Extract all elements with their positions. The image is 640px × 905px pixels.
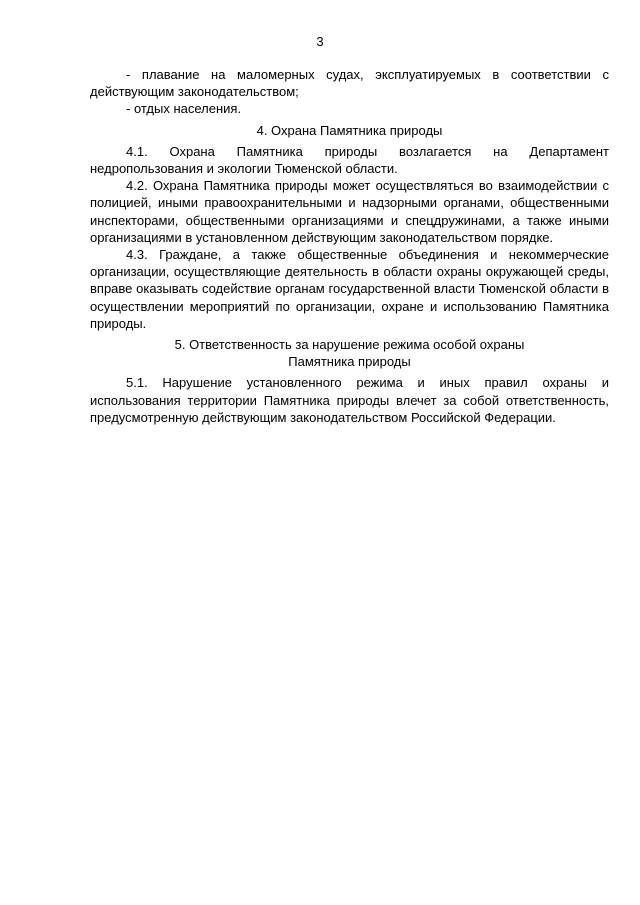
section-5-heading-line-1: 5. Ответственность за нарушение режима особой охраны: [174, 337, 525, 353]
section-5-heading: [90, 336, 609, 370]
page-number: 3: [316, 34, 324, 49]
section-5-heading-line-2: Памятника природы: [288, 354, 411, 370]
paragraph-4-3: 4.3. Граждане, а также общественные объединения и некоммерческие организации, осуществляющие деятельность в области охраны окружающей среды, вправе оказывать содействие органам государственной власти Тюменской области в осуществлении мероприятий по организации, охране и использованию Памятника природы.: [90, 247, 609, 331]
list-item-recreation: - отдых населения.: [126, 101, 242, 117]
paragraph-4-2: 4.2. Охрана Памятника природы может осуществляться во взаимодействии с полицией, иными правоохранительными и надзорными органами, общественными инспекторами, общественными организациями и спецдружинами, а также иными организациями в установленном действующим законодательством порядке.: [90, 178, 609, 245]
paragraph-5-1: 5.1. Нарушение установленного режима и иных правил охраны и использования территории Памятника природы влечет за собой ответственность, предусмотренную действующим законодательством Российской Федерации.: [90, 375, 609, 425]
list-item-boating: - плавание на маломерных судах, эксплуатируемых в соответствии с действующим законодательством;: [90, 67, 609, 100]
paragraph-4-1: 4.1. Охрана Памятника природы возлагается на Департамент недропользования и экологии Тюменской области.: [90, 143, 609, 177]
section-4-heading: 4. Охрана Памятника природы: [256, 122, 443, 138]
document-body: [90, 66, 609, 426]
